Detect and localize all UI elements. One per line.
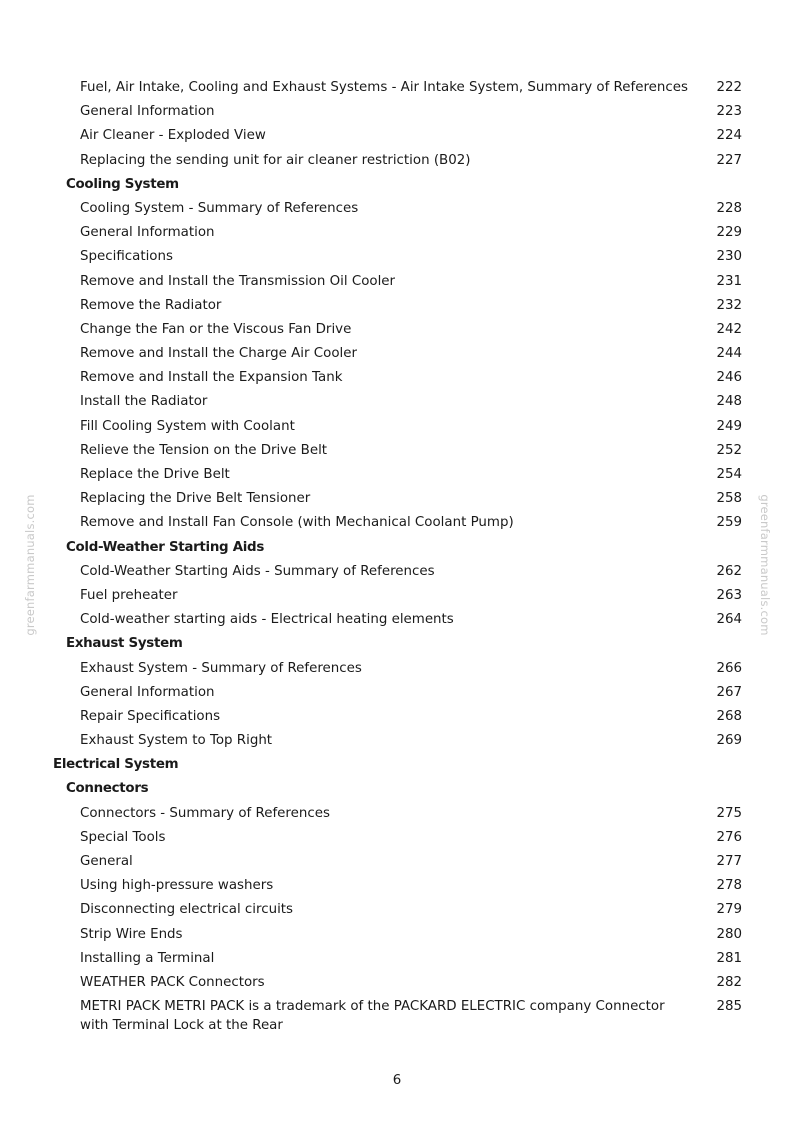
toc-entry-page-number: 258 [716,491,742,507]
toc-entry-page-number: 268 [716,708,742,724]
toc-entry[interactable] [0,657,794,681]
toc-entry-page-number: 230 [716,249,742,265]
toc-entry-title: Cooling System [66,176,179,192]
toc-entry[interactable] [0,923,794,947]
toc-entry-title: Remove and Install the Expansion Tank [80,370,343,386]
toc-entry-title: Remove the Radiator [80,297,222,313]
toc-entry[interactable] [0,608,794,632]
toc-entry-page-number: 249 [716,418,742,434]
toc-entry-title: General [80,854,133,869]
toc-entry-page-number: 267 [716,684,742,700]
page-number: 6 [392,1073,402,1088]
toc-section-heading[interactable] [0,632,794,656]
toc-entry-page-number: 280 [716,926,742,942]
toc-entry-page-number: 229 [716,225,742,241]
toc-entry-page-number: 222 [716,80,742,95]
toc-entry-page-number: 259 [716,515,742,531]
toc-entry-page-number: 264 [716,612,742,628]
watermark-right: greenfarmmanuals.com [758,494,772,636]
toc-entry-title: Cooling System - Summary of References [80,200,359,216]
toc-entry[interactable] [0,76,794,100]
toc-entry-page-number: 232 [716,297,742,313]
toc-entry[interactable] [0,826,794,850]
toc-entry-title: Specifications [80,249,173,265]
toc-entry-title: General Information [80,104,215,120]
toc-entry-page-number: 228 [716,200,742,216]
toc-entry[interactable] [0,947,794,971]
toc-entry-title: Fuel, Air Intake, Cooling and Exhaust Systems - Air Intake System, Summary of References [80,80,688,95]
toc-entry-page-number: 248 [716,394,742,410]
toc-entry-title: Air Cleaner - Exploded View [80,128,266,144]
toc-entry[interactable] [0,560,794,584]
toc-entry[interactable] [0,729,794,753]
toc-entry-page-number: 244 [716,346,742,362]
toc-section-heading[interactable] [0,536,794,560]
toc-entry-title: Remove and Install the Charge Air Cooler [80,346,357,362]
toc-entry-page-number: 263 [716,587,742,603]
toc-entry-title: Install the Radiator [80,394,208,410]
toc-entry-page-number: 282 [716,974,742,990]
toc-entry-page-number: 275 [716,805,742,821]
toc-entry[interactable] [0,197,794,221]
toc-entry-title: Replacing the Drive Belt Tensioner [80,491,311,507]
toc-entry-title: Replace the Drive Belt [80,467,230,482]
toc-entry-page-number: 254 [716,467,742,482]
toc-entry[interactable] [0,221,794,245]
toc-entry-page-number: 246 [716,370,742,386]
table-of-contents [0,76,794,1037]
toc-entry-page-number: 285 [716,999,742,1015]
toc-entry-title: Cold-weather starting aids - Electrical heating elements [80,612,454,628]
toc-entry[interactable] [0,971,794,995]
toc-entry-title: Fill Cooling System with Coolant [80,418,295,434]
toc-entry-title: Relieve the Tension on the Drive Belt [80,442,328,458]
toc-entry-page-number: 266 [716,660,742,676]
toc-entry[interactable] [0,584,794,608]
toc-entry-title: Electrical System [53,757,179,773]
toc-entry[interactable] [0,511,794,535]
toc-entry-page-number: 279 [716,902,742,918]
toc-entry-title: Special Tools [80,829,166,845]
toc-entry-page-number: 227 [716,152,742,168]
toc-entry-title: Using high-pressure washers [80,878,274,894]
toc-entry-title: Installing a Terminal [80,950,215,966]
toc-entry-title: General Information [80,225,215,241]
toc-entry-title: Remove and Install the Transmission Oil Cooler [80,273,396,289]
toc-entry-title: Cold-Weather Starting Aids - Summary of References [80,563,435,579]
toc-entry[interactable] [0,294,794,318]
toc-chapter-heading[interactable] [0,753,794,777]
toc-entry-title: Strip Wire Ends [80,926,183,942]
toc-entry[interactable] [0,487,794,511]
toc-entry-page-number: 224 [716,128,742,144]
toc-entry-title: Cold-Weather Starting Aids [66,539,265,555]
toc-entry-title: Fuel preheater [80,587,178,603]
toc-entry[interactable] [0,100,794,124]
toc-entry-page-number: 277 [716,854,742,869]
toc-entry-title: Replacing the sending unit for air cleaner restriction (B02) [80,152,471,168]
toc-entry-title: Exhaust System - Summary of References [80,660,362,676]
toc-entry[interactable] [0,995,794,1037]
toc-entry-page-number: 276 [716,829,742,845]
toc-entry[interactable] [0,802,794,826]
toc-entry-page-number: 262 [716,563,742,579]
toc-entry-title: Remove and Install Fan Console (with Mechanical Coolant Pump) [80,515,514,531]
toc-entry[interactable] [0,124,794,148]
toc-section-heading[interactable] [0,173,794,197]
toc-entry[interactable] [0,681,794,705]
toc-entry-title: WEATHER PACK Connectors [80,974,265,990]
toc-entry[interactable] [0,850,794,874]
toc-entry[interactable] [0,415,794,439]
toc-entry-title: Exhaust System to Top Right [80,733,273,749]
toc-entry-title: Exhaust System [66,636,183,652]
toc-entry-title: Repair Specifications [80,708,221,724]
toc-entry-title: General Information [80,684,215,700]
toc-entry-page-number: 231 [716,273,742,289]
toc-entry[interactable] [0,390,794,414]
toc-entry[interactable] [0,149,794,173]
toc-entry[interactable] [0,245,794,269]
toc-section-heading[interactable] [0,777,794,801]
toc-entry[interactable] [0,463,794,487]
toc-entry[interactable] [0,270,794,294]
toc-entry[interactable] [0,318,794,342]
toc-entry-page-number: 252 [716,442,742,458]
toc-entry-page-number: 278 [716,878,742,894]
toc-entry[interactable] [0,874,794,898]
toc-entry-page-number: 269 [716,733,742,749]
toc-entry-page-number: 223 [716,104,742,120]
toc-entry-title: Connectors [66,781,149,797]
toc-entry[interactable] [0,342,794,366]
toc-entry-title: METRI PACK METRI PACK is a trademark of the PACKARD ELECTRIC company Connector with Terminal Lock at the Rear [80,999,665,1033]
watermark-left: greenfarmmanuals.com [23,494,37,636]
toc-entry[interactable] [0,705,794,729]
toc-entry[interactable] [0,366,794,390]
toc-entry[interactable] [0,439,794,463]
toc-entry-page-number: 242 [716,321,742,337]
toc-entry-title: Connectors - Summary of References [80,805,330,821]
toc-entry-page-number: 281 [716,950,742,966]
toc-entry[interactable] [0,898,794,922]
toc-entry-title: Disconnecting electrical circuits [80,902,294,918]
toc-entry-title: Change the Fan or the Viscous Fan Drive [80,321,352,337]
